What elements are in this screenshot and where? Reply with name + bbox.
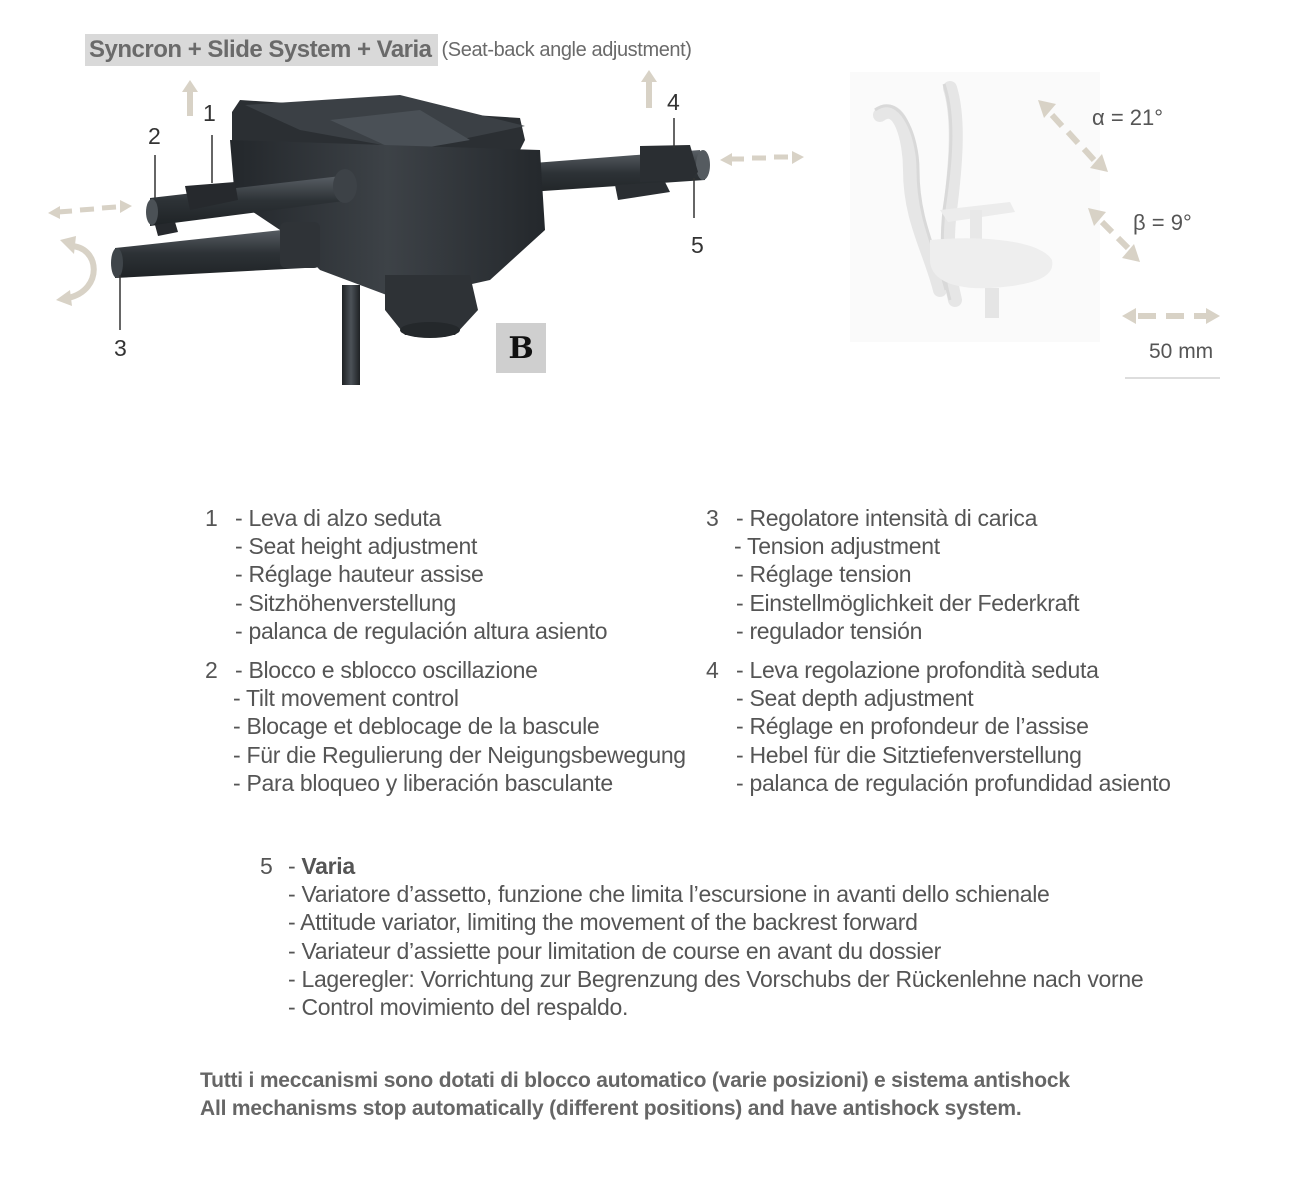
legend-line: - palanca de regulación profundidad asiento — [736, 769, 1171, 796]
legend-dash: - — [288, 853, 296, 879]
legend-number: 2 — [205, 657, 218, 683]
seat-post — [985, 288, 999, 318]
mechanism-body — [230, 95, 545, 338]
dashed-double-arrow-icon — [48, 200, 132, 219]
header-title: Syncron + Slide System + Varia — [85, 34, 438, 66]
depth-label: 50 mm — [1149, 340, 1214, 363]
legend-line: - Für die Regulierung der Neigungsbewegung — [233, 741, 686, 768]
legend-line: - Control movimiento del respaldo. — [288, 994, 629, 1021]
callout-number: 2 — [148, 123, 161, 149]
callout-number: 3 — [114, 335, 127, 361]
legend-line: - Variatore d’assetto, funzione che limita l’escursione in avanti dello schienale — [288, 881, 1050, 908]
footer-note — [200, 1067, 1070, 1123]
callout-number: 4 — [667, 89, 680, 115]
legend-line: - Blocage et deblocage de la bascule — [233, 713, 600, 740]
callout-number: 5 — [691, 232, 704, 258]
legend-item-5 — [260, 852, 1143, 1021]
legend-line: - Variateur d’assiette pour limitation de course en avant du dossier — [288, 937, 941, 964]
legend-number: 3 — [706, 505, 719, 531]
legend-line: - Tilt movement control — [233, 685, 459, 712]
legend-item-2 — [205, 656, 686, 797]
beta-label: β = 9° — [1133, 210, 1192, 235]
legend-line: - palanca de regulación altura asiento — [235, 617, 608, 644]
tension-knob-rod — [111, 222, 320, 278]
legend-line: - Leva di alzo seduta — [235, 505, 441, 531]
callout-number: 1 — [203, 100, 216, 126]
rotation-arrow-icon — [56, 236, 94, 306]
legend-line: - Regolatore intensità di carica — [736, 505, 1038, 531]
gas-pole — [342, 285, 360, 385]
legend-line: - Para bloqueo y liberación basculante — [233, 769, 613, 796]
legend-line: - Réglage tension — [736, 561, 912, 588]
legend-number: 5 — [260, 853, 273, 879]
footer-line-italian: Tutti i meccanismi sono dotati di blocco automatico (varie posizioni) e sistema antishock — [200, 1069, 1070, 1092]
legend-item-3 — [706, 504, 1079, 645]
legend-line: - Einstellmöglichkeit der Federkraft — [736, 589, 1080, 616]
legend-item-4 — [706, 656, 1171, 797]
legend-line: - Sitzhöhenverstellung — [235, 589, 456, 616]
legend-number: 4 — [706, 657, 719, 683]
up-arrow-icon — [182, 80, 198, 116]
legend-number: 1 — [205, 505, 218, 531]
legend-line: - Blocco e sblocco oscillazione — [235, 657, 538, 683]
alpha-label: α = 21° — [1092, 105, 1164, 130]
legend-line: - Hebel für die Sitztiefenverstellung — [736, 741, 1082, 768]
up-arrow-icon — [641, 70, 657, 108]
legend-line: - Réglage hauteur assise — [235, 561, 484, 588]
legend-line: - Seat height adjustment — [235, 533, 478, 560]
footer-line-english: All mechanisms stop automatically (different positions) and have antishock system. — [200, 1097, 1022, 1120]
legend-item-1 — [205, 504, 607, 645]
dashed-double-arrow-icon — [720, 151, 804, 166]
legend-name: Varia — [301, 853, 355, 879]
legend-line: - Seat depth adjustment — [736, 685, 974, 712]
legend-line: - Lageregler: Vorrichtung zur Begrenzung des Vorschubs der Rückenlehne nach vorne — [288, 965, 1144, 992]
section-badge-label: B — [508, 330, 534, 366]
header-subtitle: (Seat-back angle adjustment) — [441, 38, 692, 61]
legend-line: - Réglage en profondeur de l’assise — [736, 713, 1089, 740]
legend-line: - regulador tensión — [736, 617, 923, 644]
legend-line: - Leva regolazione profondità seduta — [736, 657, 1099, 683]
depth-arrow-icon — [1122, 308, 1220, 324]
legend-line: - Tension adjustment — [734, 533, 940, 560]
legend-line: - Attitude variator, limiting the movement of the backrest forward — [288, 909, 918, 936]
